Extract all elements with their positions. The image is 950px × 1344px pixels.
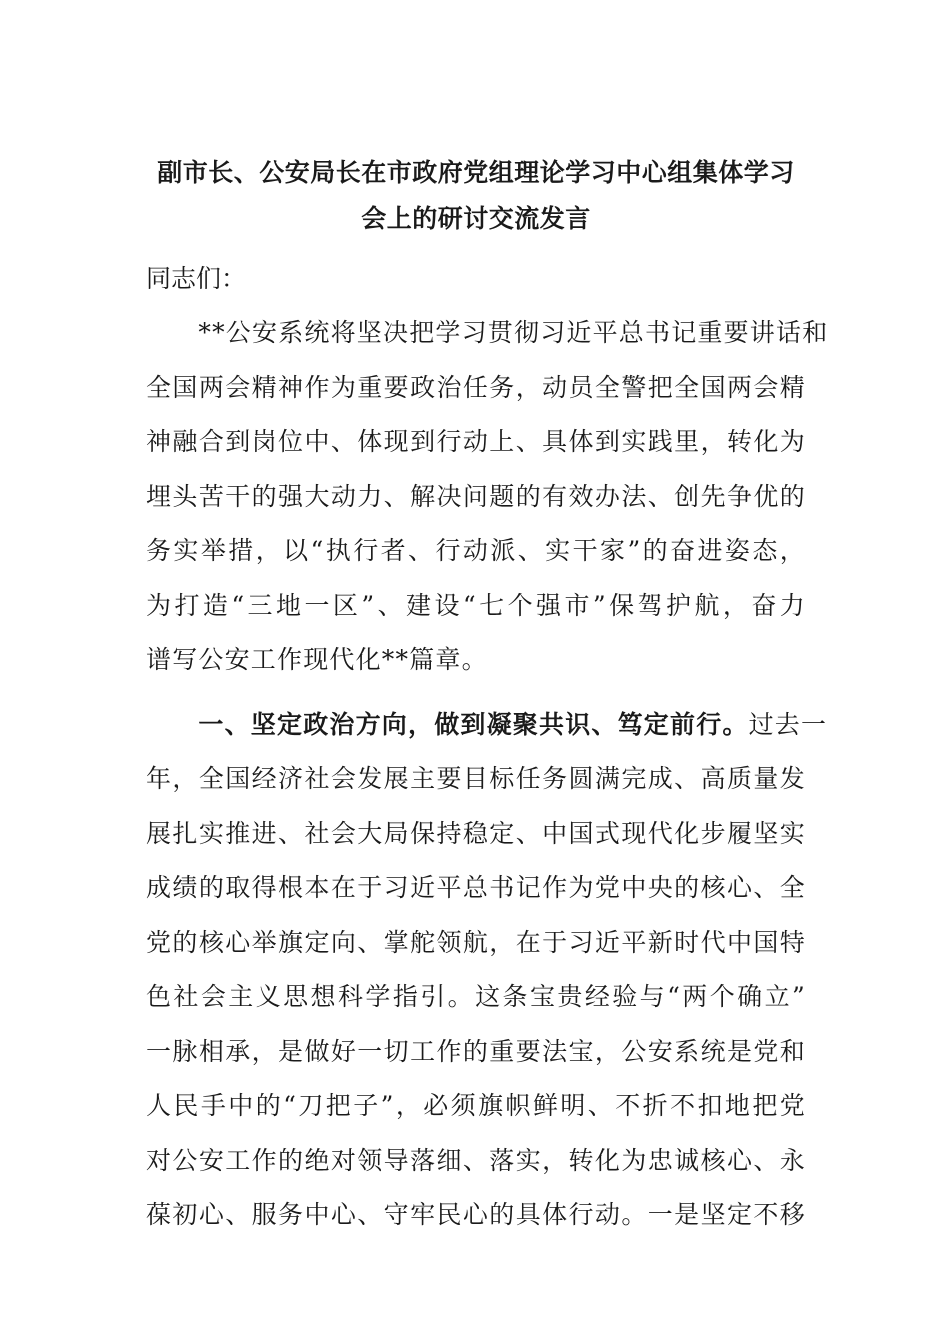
paragraph-line: 神融合到岗位中、体现到行动上、具体到实践里，转化为	[146, 427, 806, 456]
section-heading: 一、坚定政治方向，做到凝聚共识、笃定前行。	[146, 709, 749, 739]
paragraph-line: 为打造“三地一区”、建设“七个强市”保驾护航，奋力	[146, 590, 806, 620]
paragraph-spacer	[146, 688, 806, 698]
title-line-1: 副市长、公安局长在市政府党组理论学习中心组集体学习	[157, 158, 795, 187]
paragraph-line: 葆初心、服务中心、守牢民心的具体行动。一是坚定不移	[146, 1200, 806, 1229]
paragraph-line: 人民手中的“刀把子”，必须旗帜鲜明、不折不扣地把党	[146, 1091, 806, 1120]
paragraph-line: 展扎实推进、社会大局保持稳定、中国式现代化步履坚实	[146, 818, 806, 848]
paragraph-line: 年，全国经济社会发展主要目标任务圆满完成、高质量发	[146, 764, 806, 793]
paragraph-line	[146, 698, 828, 753]
paragraph-line: 色社会主义思想科学指引。这条宝贵经验与“两个确立”	[146, 982, 806, 1011]
paragraph-section-one	[146, 698, 828, 1243]
paragraph-line: 务实举措，以“执行者、行动派、实干家”的奋进姿态，	[146, 536, 806, 565]
paragraph-line: 全国两会精神作为重要政治任务，动员全警把全国两会精	[146, 372, 806, 402]
paragraph-line: 对公安工作的绝对领导落细、落实，转化为忠诚核心、永	[146, 1145, 806, 1175]
salutation: 同志们：	[146, 264, 247, 293]
title-line-2: 会上的研讨交流发言	[361, 204, 591, 233]
paragraph-line: 谱写公安工作现代化**篇章。	[146, 645, 488, 674]
paragraph-line: **公安系统将坚决把学习贯彻习近平总书记重要讲话和	[146, 318, 829, 347]
document-page	[146, 150, 829, 1243]
section-heading-tail: 过去一	[748, 709, 828, 739]
document-title	[146, 150, 806, 242]
paragraph-line: 一脉相承，是做好一切工作的重要法宝，公安系统是党和	[146, 1036, 806, 1066]
paragraph-line: 党的核心举旗定向、掌舵领航，在于习近平新时代中国特	[146, 927, 806, 957]
paragraph-line: 成绩的取得根本在于习近平总书记作为党中央的核心、全	[146, 873, 806, 902]
paragraph-intro	[146, 306, 829, 688]
paragraph-line: 埋头苦干的强大动力、解决问题的有效办法、创先争优的	[146, 481, 806, 511]
